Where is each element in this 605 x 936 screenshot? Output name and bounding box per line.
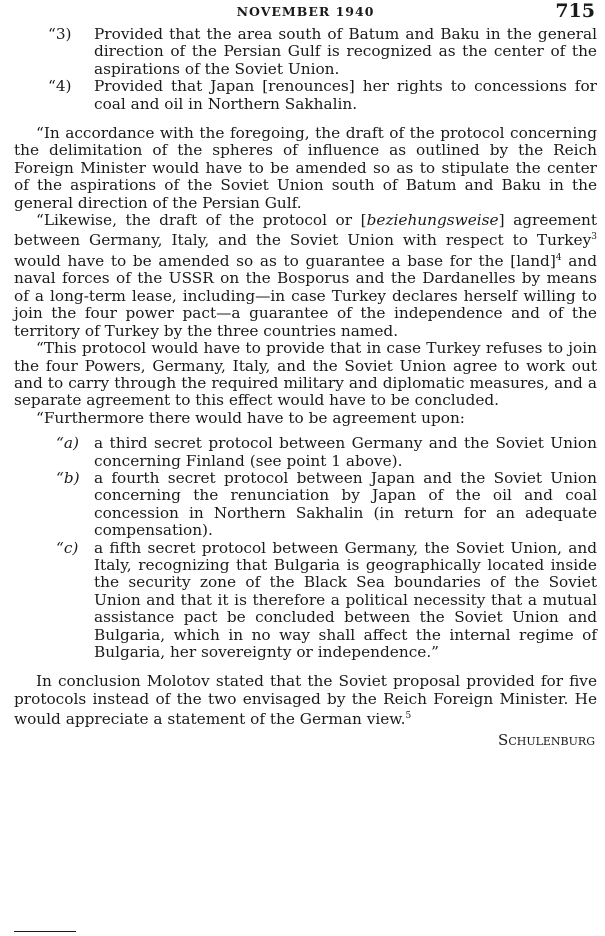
- signature: Schulenburg: [498, 730, 595, 749]
- header-date: NOVEMBER 1940: [236, 4, 375, 19]
- paragraph-conclusion: In conclusion Molotov stated that the Soviet proposal provided for five protocols instead of the two envisaged by the Reich Foreign Minister. He would appreciate a statement of the German view.$^5$: [14, 672, 597, 729]
- page-number: 715: [555, 0, 595, 22]
- paragraph-likewise: “Likewise, the draft of the protocol or [beziehungsweise] agreement between Germany, Italy, and the Soviet Union with respect to Turkey$^3$ would have to be amended so as to guarantee a base for the [land]$^4$ and naval forces of the USSR on the Bosporus and the Dardanelles by means of a long-term lease, including—in case Turkey declares herself willing to join the four power pact—a guarantee of the independence and of the territory of Turkey by the three countries named.: [14, 211, 597, 340]
- paragraph-protocol-turkey: “This protocol would have to provide that in case Turkey refuses to join the four Powers, Germany, Italy, and the Soviet Union agree to work out and to carry through the required military and diplomatic measures, and a separate agreement to this effect would have to be concluded.: [14, 339, 597, 410]
- italic-term: beziehungsweise: [366, 211, 499, 230]
- protocol-letter: “a): [56, 434, 79, 453]
- clause-number: “3): [48, 25, 72, 43]
- clause-number: “4): [48, 77, 72, 96]
- footnote-ref-5: 5: [405, 711, 412, 722]
- clause-text: Provided that the area south of Batum and Baku in the general direction of the Persian Gulf is recognized as the center of the aspirations of the Soviet Union.: [94, 25, 597, 78]
- footnote-ref-4: 4: [555, 252, 562, 263]
- protocol-item-b: [56, 468, 597, 540]
- protocol-letter: “b): [56, 468, 80, 487]
- protocol-item-a: [56, 434, 597, 470]
- footnote-rule: [14, 931, 76, 932]
- protocol-item-c: [56, 538, 597, 662]
- clause-3: [48, 25, 597, 78]
- paragraph-foregoing: “In accordance with the foregoing, the draft of the protocol concerning the delimitation of the spheres of influence as outlined by the Reich Foreign Minister would have to be amended so as to stipulate the center of the aspirations of the Soviet Union south of Batum and Baku in the general direction of the Persian Gulf.: [14, 124, 597, 212]
- protocol-text: a third secret protocol between Germany and the Soviet Union concerning Finland (see point 1 above).: [94, 434, 597, 470]
- footnote-ref-3: 3: [591, 232, 597, 243]
- protocol-text: a fifth secret protocol between Germany, the Soviet Union, and Italy, recognizing that Bulgaria is geographically located inside the security zone of the Black Sea boundaries of the Soviet Union and that it is therefore a political necessity that a mutual assistance pact be concluded between the Soviet Union and Bulgaria, which in no way shall affect the internal regime of Bulgaria, her sovereignty or independence.”: [94, 538, 597, 661]
- protocol-text: a fourth secret protocol between Japan and the Soviet Union concerning the renunciation by Japan of the oil and coal concession in Northern Sakhalin (in return for an adequate compensation).: [94, 468, 597, 540]
- body-text: [14, 26, 597, 749]
- clause-text: Provided that Japan [renounces] her rights to concessions for coal and oil in Northern Sakhalin.: [94, 77, 597, 113]
- running-header: [14, 0, 597, 26]
- clause-4: [48, 77, 597, 113]
- protocol-letter: “c): [56, 538, 79, 557]
- paragraph-furthermore: “Furthermore there would have to be agreement upon:: [36, 408, 465, 427]
